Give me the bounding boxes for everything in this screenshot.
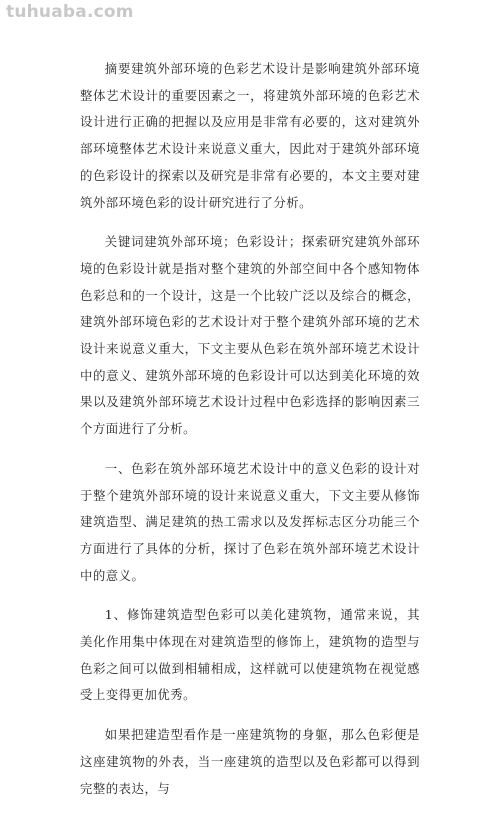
document-body — [80, 56, 420, 815]
body-paragraph: 如果把建造型看作是一座建筑物的身躯，那么色彩便是这座建筑物的外表，当一座建筑的造型以及色彩都可以得到完整的表达，与 — [80, 727, 420, 796]
abstract-paragraph: 摘要建筑外部环境的色彩艺术设计是影响建筑外部环境整体艺术设计的重要因素之一，将建筑外部环境的色彩艺术设计进行正确的把握以及应用是非常有必要的，这对建筑外部环境整体艺术设计来说意义重大，因此对于建筑外部环境的色彩设计的探索以及研究是非常有必要的，本文主要对建筑外部环境色彩的设计研究进行了分析。 — [80, 61, 420, 210]
section-one-paragraph: 一、色彩在筑外部环境艺术设计中的意义色彩的设计对于整个建筑外部环境的设计来说意义重大，下文主要从修饰建筑造型、满足建筑的热工需求以及发挥标志区分功能三个方面进行了具体的分析，探讨了色彩在筑外部环境艺术设计中的意义。 — [80, 460, 420, 583]
watermark-logo: tuhuaba.com — [6, 2, 134, 22]
subsection-one-paragraph: 1、修饰建筑造型色彩可以美化建筑物，通常来说，其美化作用集中体现在对建筑造型的修饰上，建筑物的造型与色彩之间可以做到相辅相成，这样就可以使建筑物在视觉感受上变得更加优秀。 — [80, 607, 420, 703]
keywords-paragraph: 关键词建筑外部环境；色彩设计；探索研究建筑外部环境的色彩设计就是指对整个建筑的外部空间中各个感知物体色彩总和的一个设计，这是一个比较广泛以及综合的概念，建筑外部环境色彩的艺术设计对于整个建筑外部环境的艺术设计来说意义重大，下文主要从色彩在筑外部环境艺术设计中的意义、建筑外部环境的色彩设计可以达到美化环境的效果以及建筑外部环境艺术设计过程中色彩选择的影响因素三个方面进行了分析。 — [80, 234, 420, 437]
